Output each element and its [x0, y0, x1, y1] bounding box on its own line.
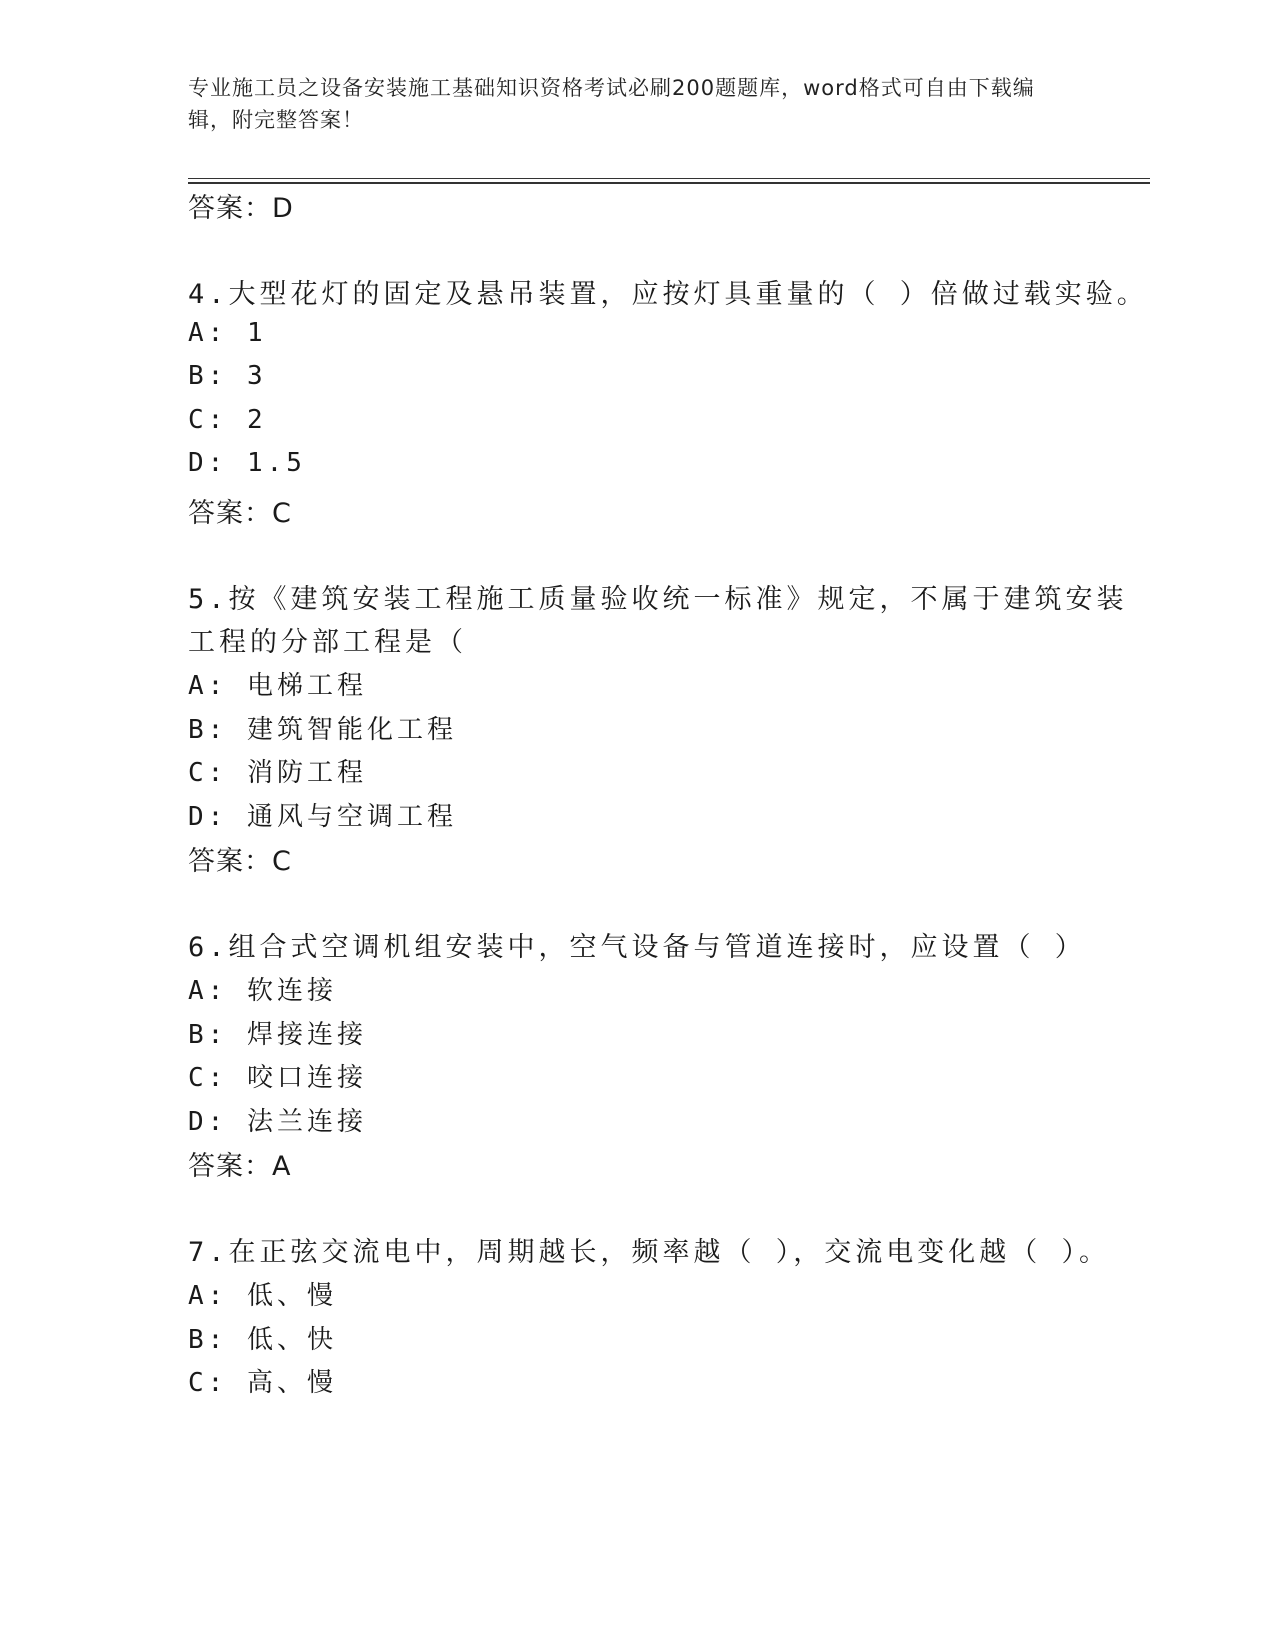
question-stem: 7.在正弦交流电中，周期越长，频率越（ ），交流电变化越（ ）。: [188, 1237, 1111, 1268]
option-a: A: 电梯工程: [188, 671, 367, 701]
option-a: A: 软连接: [188, 976, 337, 1006]
header-divider-thick: [188, 182, 1150, 184]
question-stem-continued: 工程的分部工程是（: [188, 627, 467, 658]
option-a: A: 低、慢: [188, 1281, 337, 1311]
option-a: A: 1: [188, 318, 267, 348]
option-c: C: 高、慢: [188, 1368, 337, 1398]
question-stem: 4.大型花灯的固定及悬吊装置，应按灯具重量的（ ）倍做过载实验。: [188, 279, 1148, 310]
option-b: B: 焊接连接: [188, 1020, 367, 1050]
option-d: D: 1.5: [188, 448, 306, 478]
option-c: C: 2: [188, 405, 267, 435]
answer-line: 答案：C: [188, 498, 292, 529]
question-stem: 6.组合式空调机组安装中，空气设备与管道连接时，应设置（ ）: [188, 932, 1086, 963]
document-header: 专业施工员之设备安装施工基础知识资格考试必刷200题题库，word格式可自由下载编辑，附完整答案！: [188, 76, 1035, 132]
question-stem: 5.按《建筑安装工程施工质量验收统一标准》规定，不属于建筑安装: [188, 584, 1128, 615]
header-divider-thin: [188, 178, 1150, 179]
option-b: B: 低、快: [188, 1325, 337, 1355]
answer-line: 答案：C: [188, 846, 292, 877]
option-c: C: 咬口连接: [188, 1063, 367, 1093]
option-d: D: 法兰连接: [188, 1107, 367, 1137]
option-d: D: 通风与空调工程: [188, 802, 457, 832]
answer-line: 答案：D: [188, 193, 294, 224]
option-b: B: 3: [188, 361, 267, 391]
option-c: C: 消防工程: [188, 758, 367, 788]
option-b: B: 建筑智能化工程: [188, 715, 457, 745]
answer-line: 答案：A: [188, 1151, 292, 1182]
